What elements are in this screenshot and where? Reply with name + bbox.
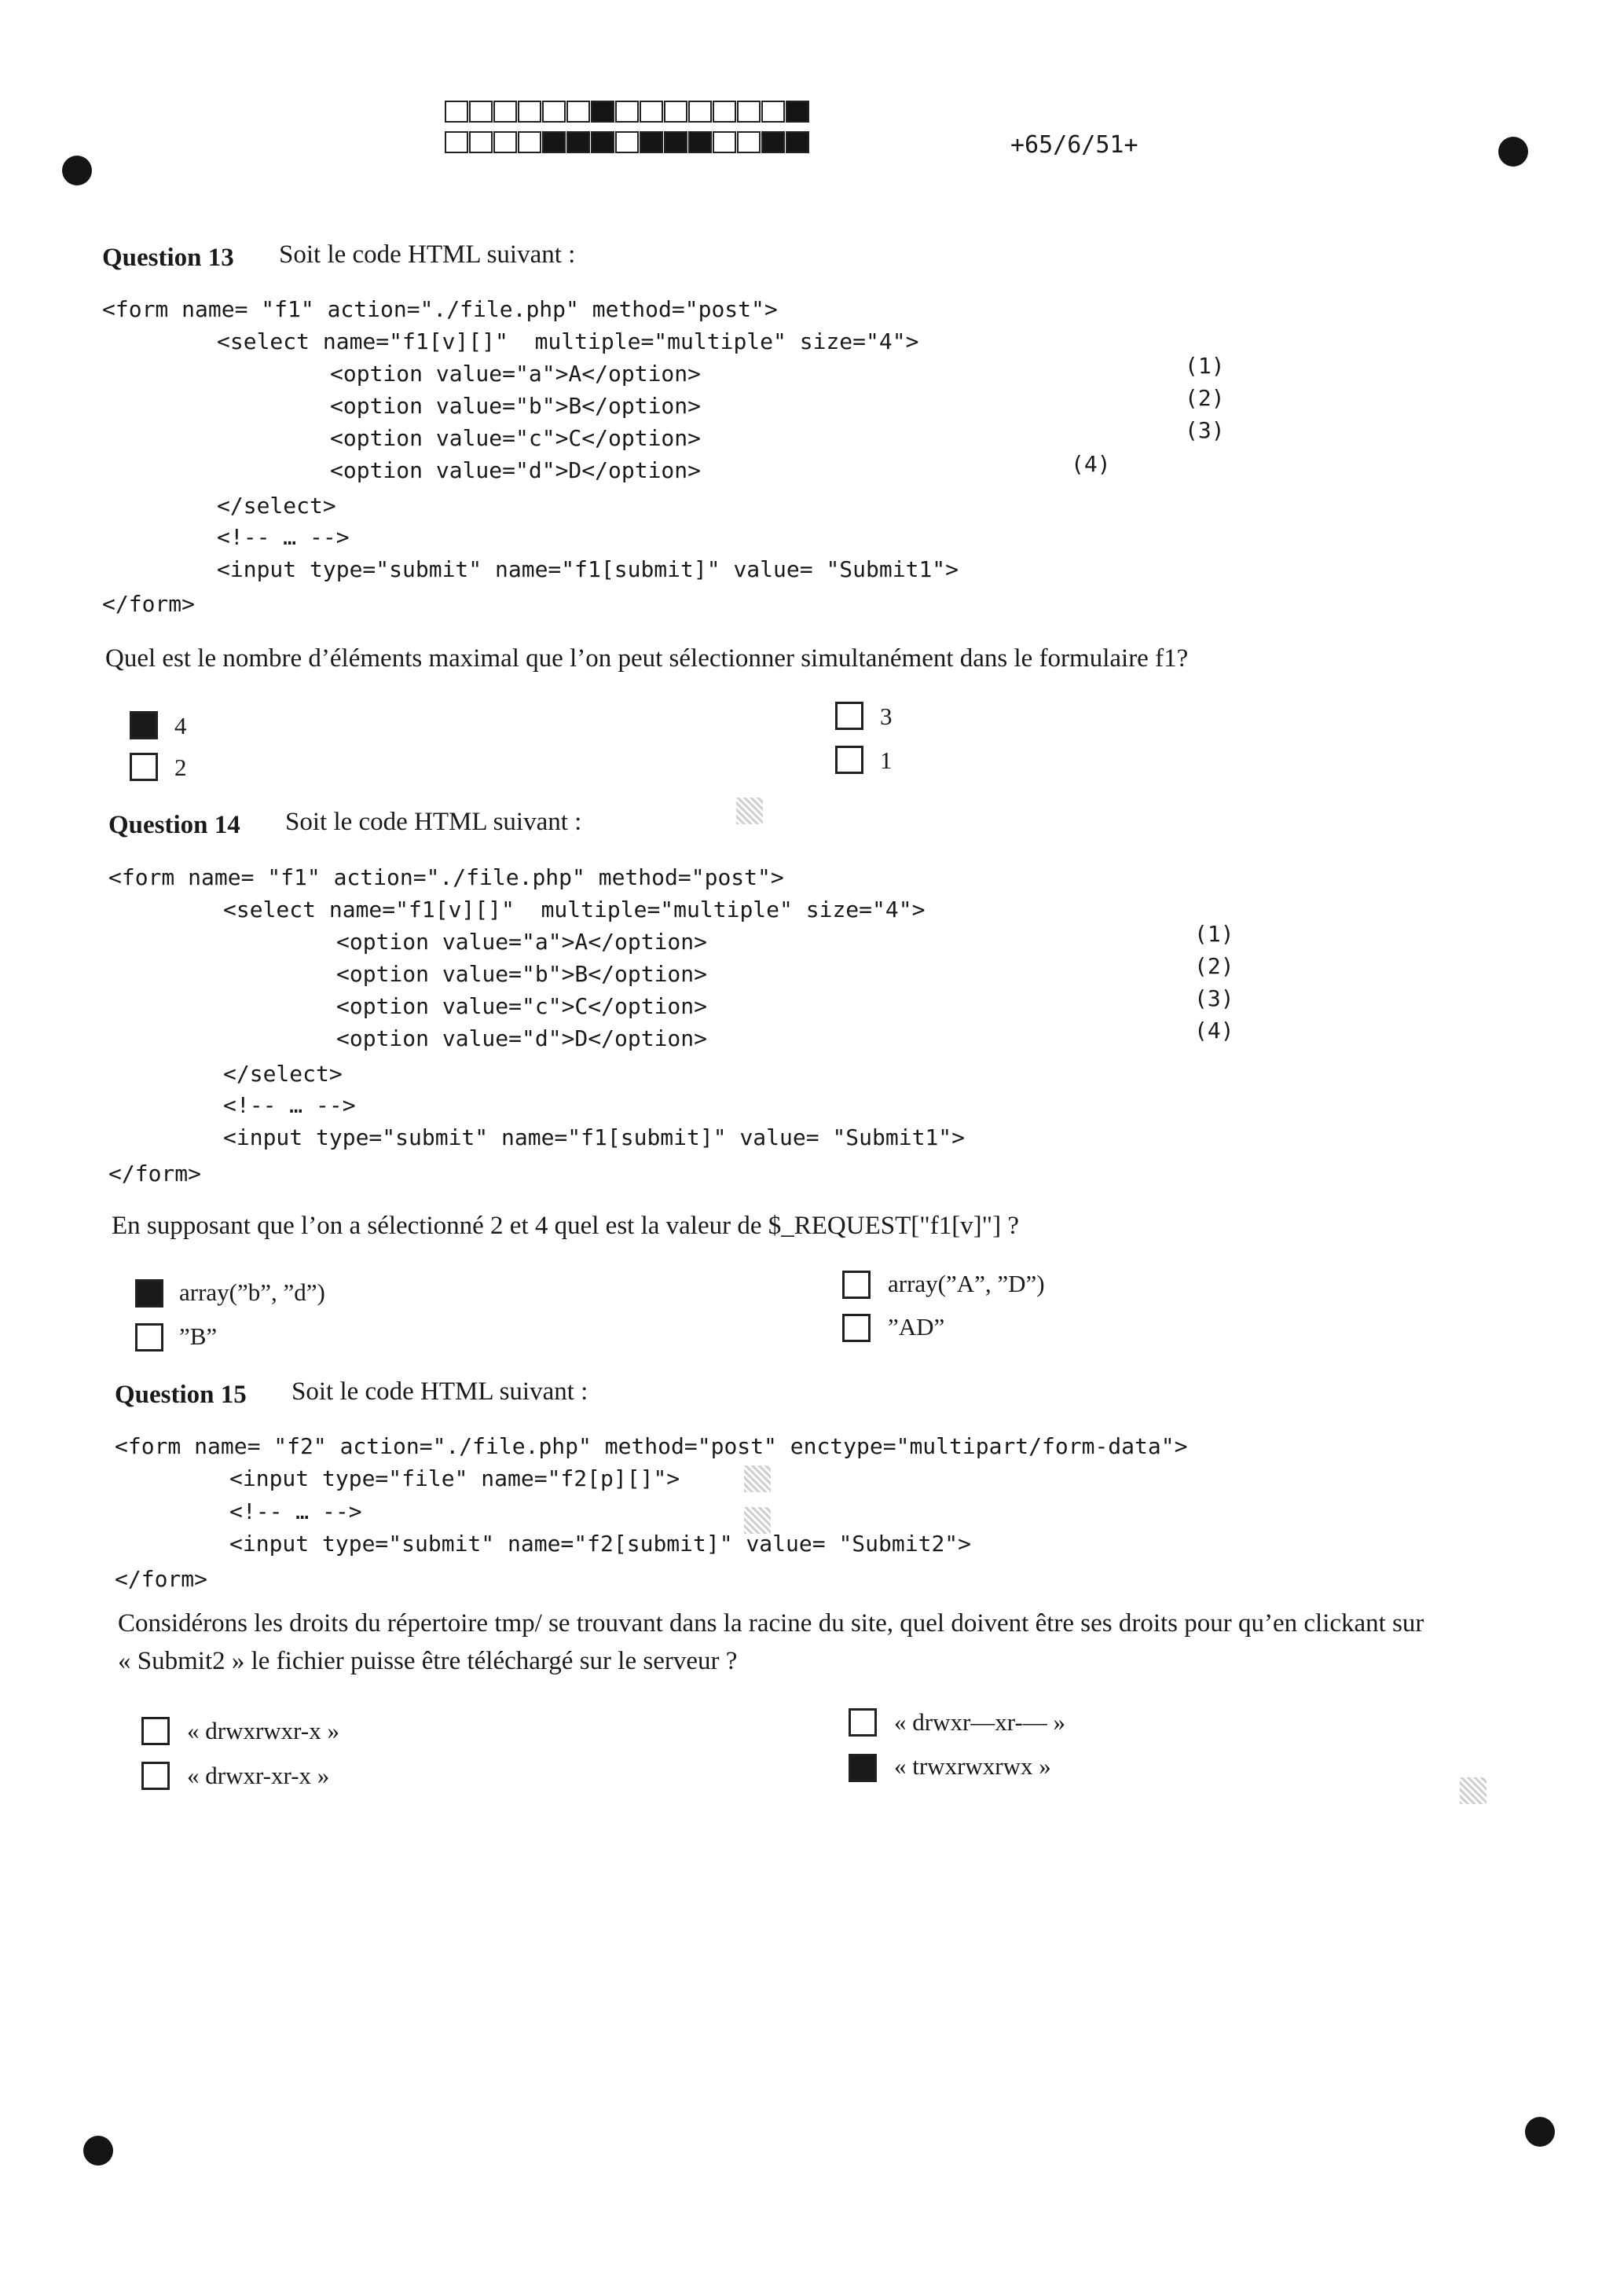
code-line: <!-- … --> [229, 1498, 362, 1524]
answer-label: 2 [174, 754, 187, 781]
code-line: <option value="d">D</option> [330, 457, 702, 483]
barcode-cell [664, 101, 687, 123]
answer-checkbox[interactable] [835, 702, 863, 730]
question-15-label: Question 15 [115, 1381, 247, 1409]
answer-label: « drwxrwxr-x » [187, 1717, 339, 1744]
question-15-text-line2: « Submit2 » le fichier puisse être téléchargé sur le serveur ? [118, 1647, 738, 1675]
scan-artifact [736, 798, 763, 824]
question-15-text-line1: Considérons les droits du répertoire tmp/ se trouvant dans la racine du site, quel doivent être ses droits pour qu’en clickant sur [118, 1609, 1424, 1638]
barcode-cell [469, 131, 493, 153]
question-14-intro: Soit le code HTML suivant : [285, 808, 582, 836]
answer-label: array(”A”, ”D”) [888, 1270, 1045, 1297]
barcode-cell [591, 101, 614, 123]
code-line: <!-- … --> [223, 1092, 356, 1118]
answer-checkbox[interactable] [130, 711, 158, 739]
line-number: (4) [1194, 1018, 1234, 1043]
barcode-cell [493, 131, 517, 153]
code-line: <input type="submit" name="f1[submit]" value= "Submit1"> [223, 1124, 966, 1150]
line-number: (3) [1185, 417, 1225, 443]
answer-checkbox[interactable] [835, 746, 863, 774]
code-line: </form> [108, 1161, 202, 1187]
scan-artifact [744, 1507, 771, 1534]
question-13-label: Question 13 [102, 244, 234, 272]
line-number: (1) [1194, 921, 1234, 947]
code-line: <input type="submit" name="f2[submit]" value= "Submit2"> [229, 1531, 972, 1557]
barcode-cell [518, 101, 541, 123]
registration-mark-top-right [1498, 137, 1528, 167]
line-number: (3) [1194, 985, 1234, 1011]
barcode-cell [640, 101, 663, 123]
barcode-cell [591, 131, 614, 153]
barcode-bottom [445, 131, 810, 153]
barcode-cell [493, 101, 517, 123]
question-13-text: Quel est le nombre d’éléments maximal que l’on peut sélectionner simultanément dans le formulaire f1? [105, 644, 1189, 673]
code-line: </select> [217, 493, 336, 519]
barcode-cell [688, 131, 712, 153]
answer-label: array(”b”, ”d”) [179, 1278, 325, 1306]
code-line: <option value="c">C</option> [336, 993, 708, 1019]
barcode-cell [615, 101, 639, 123]
answer-checkbox[interactable] [135, 1279, 163, 1308]
line-number: (2) [1185, 385, 1225, 411]
code-line: <input type="submit" name="f1[submit]" value= "Submit1"> [217, 556, 959, 582]
code-line: </form> [102, 591, 196, 617]
barcode-cell [640, 131, 663, 153]
code-line: </select> [223, 1061, 343, 1087]
answer-checkbox[interactable] [130, 753, 158, 781]
code-line: <form name= "f1" action="./file.php" method="post"> [108, 864, 784, 890]
barcode-cell [615, 131, 639, 153]
code-line: <option value="b">B</option> [330, 393, 702, 419]
barcode-cell [786, 131, 809, 153]
code-line: <input type="file" name="f2[p][]"> [229, 1465, 680, 1491]
barcode-cell [713, 131, 736, 153]
barcode-cell [566, 131, 590, 153]
barcode-cell [737, 131, 761, 153]
code-line: <option value="b">B</option> [336, 961, 708, 987]
answer-checkbox[interactable] [141, 1717, 170, 1745]
barcode-cell [566, 101, 590, 123]
code-line: <select name="f1[v][]" multiple="multiple" size="4"> [217, 328, 919, 354]
registration-mark-bottom-right [1525, 2117, 1555, 2147]
answer-checkbox[interactable] [842, 1271, 871, 1299]
question-13-intro: Soit le code HTML suivant : [279, 240, 576, 269]
barcode-cell [761, 101, 785, 123]
answer-label: 4 [174, 712, 187, 739]
barcode-top [445, 101, 810, 123]
barcode-cell [445, 101, 468, 123]
line-number: (4) [1071, 451, 1111, 477]
code-line: <option value="a">A</option> [336, 929, 708, 955]
answer-label: « drwxr-xr-x » [187, 1762, 330, 1789]
registration-mark-top-left [62, 156, 92, 185]
code-line: <option value="c">C</option> [330, 425, 702, 451]
code-line: <option value="d">D</option> [336, 1025, 708, 1051]
question-14-label: Question 14 [108, 811, 240, 839]
line-number: (1) [1185, 353, 1225, 379]
barcode-cell [761, 131, 785, 153]
answer-checkbox[interactable] [849, 1708, 877, 1737]
registration-mark-bottom-left [83, 2136, 113, 2166]
code-line: <!-- … --> [217, 524, 350, 550]
scan-artifact [744, 1465, 771, 1492]
answer-label: 3 [880, 702, 893, 730]
barcode-cell [688, 101, 712, 123]
question-15-intro: Soit le code HTML suivant : [291, 1377, 588, 1406]
answer-checkbox[interactable] [842, 1314, 871, 1342]
barcode-cell [664, 131, 687, 153]
code-line: <form name= "f1" action="./file.php" method="post"> [102, 296, 778, 322]
answer-label: ”B” [179, 1322, 218, 1350]
barcode-cell [737, 101, 761, 123]
code-line: <form name= "f2" action="./file.php" method="post" enctype="multipart/form-data"> [115, 1433, 1188, 1459]
answer-checkbox[interactable] [141, 1762, 170, 1790]
barcode-cell [542, 131, 566, 153]
answer-checkbox[interactable] [849, 1754, 877, 1782]
barcode-cell [445, 131, 468, 153]
answer-label: « trwxrwxrwx » [894, 1752, 1051, 1780]
barcode-cell [469, 101, 493, 123]
answer-label: « drwxr—xr-— » [894, 1708, 1066, 1736]
scan-artifact [1460, 1777, 1487, 1804]
line-number: (2) [1194, 953, 1234, 979]
question-14-text: En supposant que l’on a sélectionné 2 et 4 quel est la valeur de $_REQUEST["f1[v]"] ? [112, 1212, 1020, 1240]
code-line: <option value="a">A</option> [330, 361, 702, 387]
code-line: <select name="f1[v][]" multiple="multiple" size="4"> [223, 897, 926, 922]
answer-checkbox[interactable] [135, 1323, 163, 1352]
code-line: </form> [115, 1566, 208, 1592]
barcode-cell [786, 101, 809, 123]
barcode-cell [713, 101, 736, 123]
barcode-cell [542, 101, 566, 123]
barcode-cell [518, 131, 541, 153]
page-id: +65/6/51+ [1010, 131, 1138, 159]
answer-label: ”AD” [888, 1313, 945, 1341]
answer-label: 1 [880, 746, 893, 774]
